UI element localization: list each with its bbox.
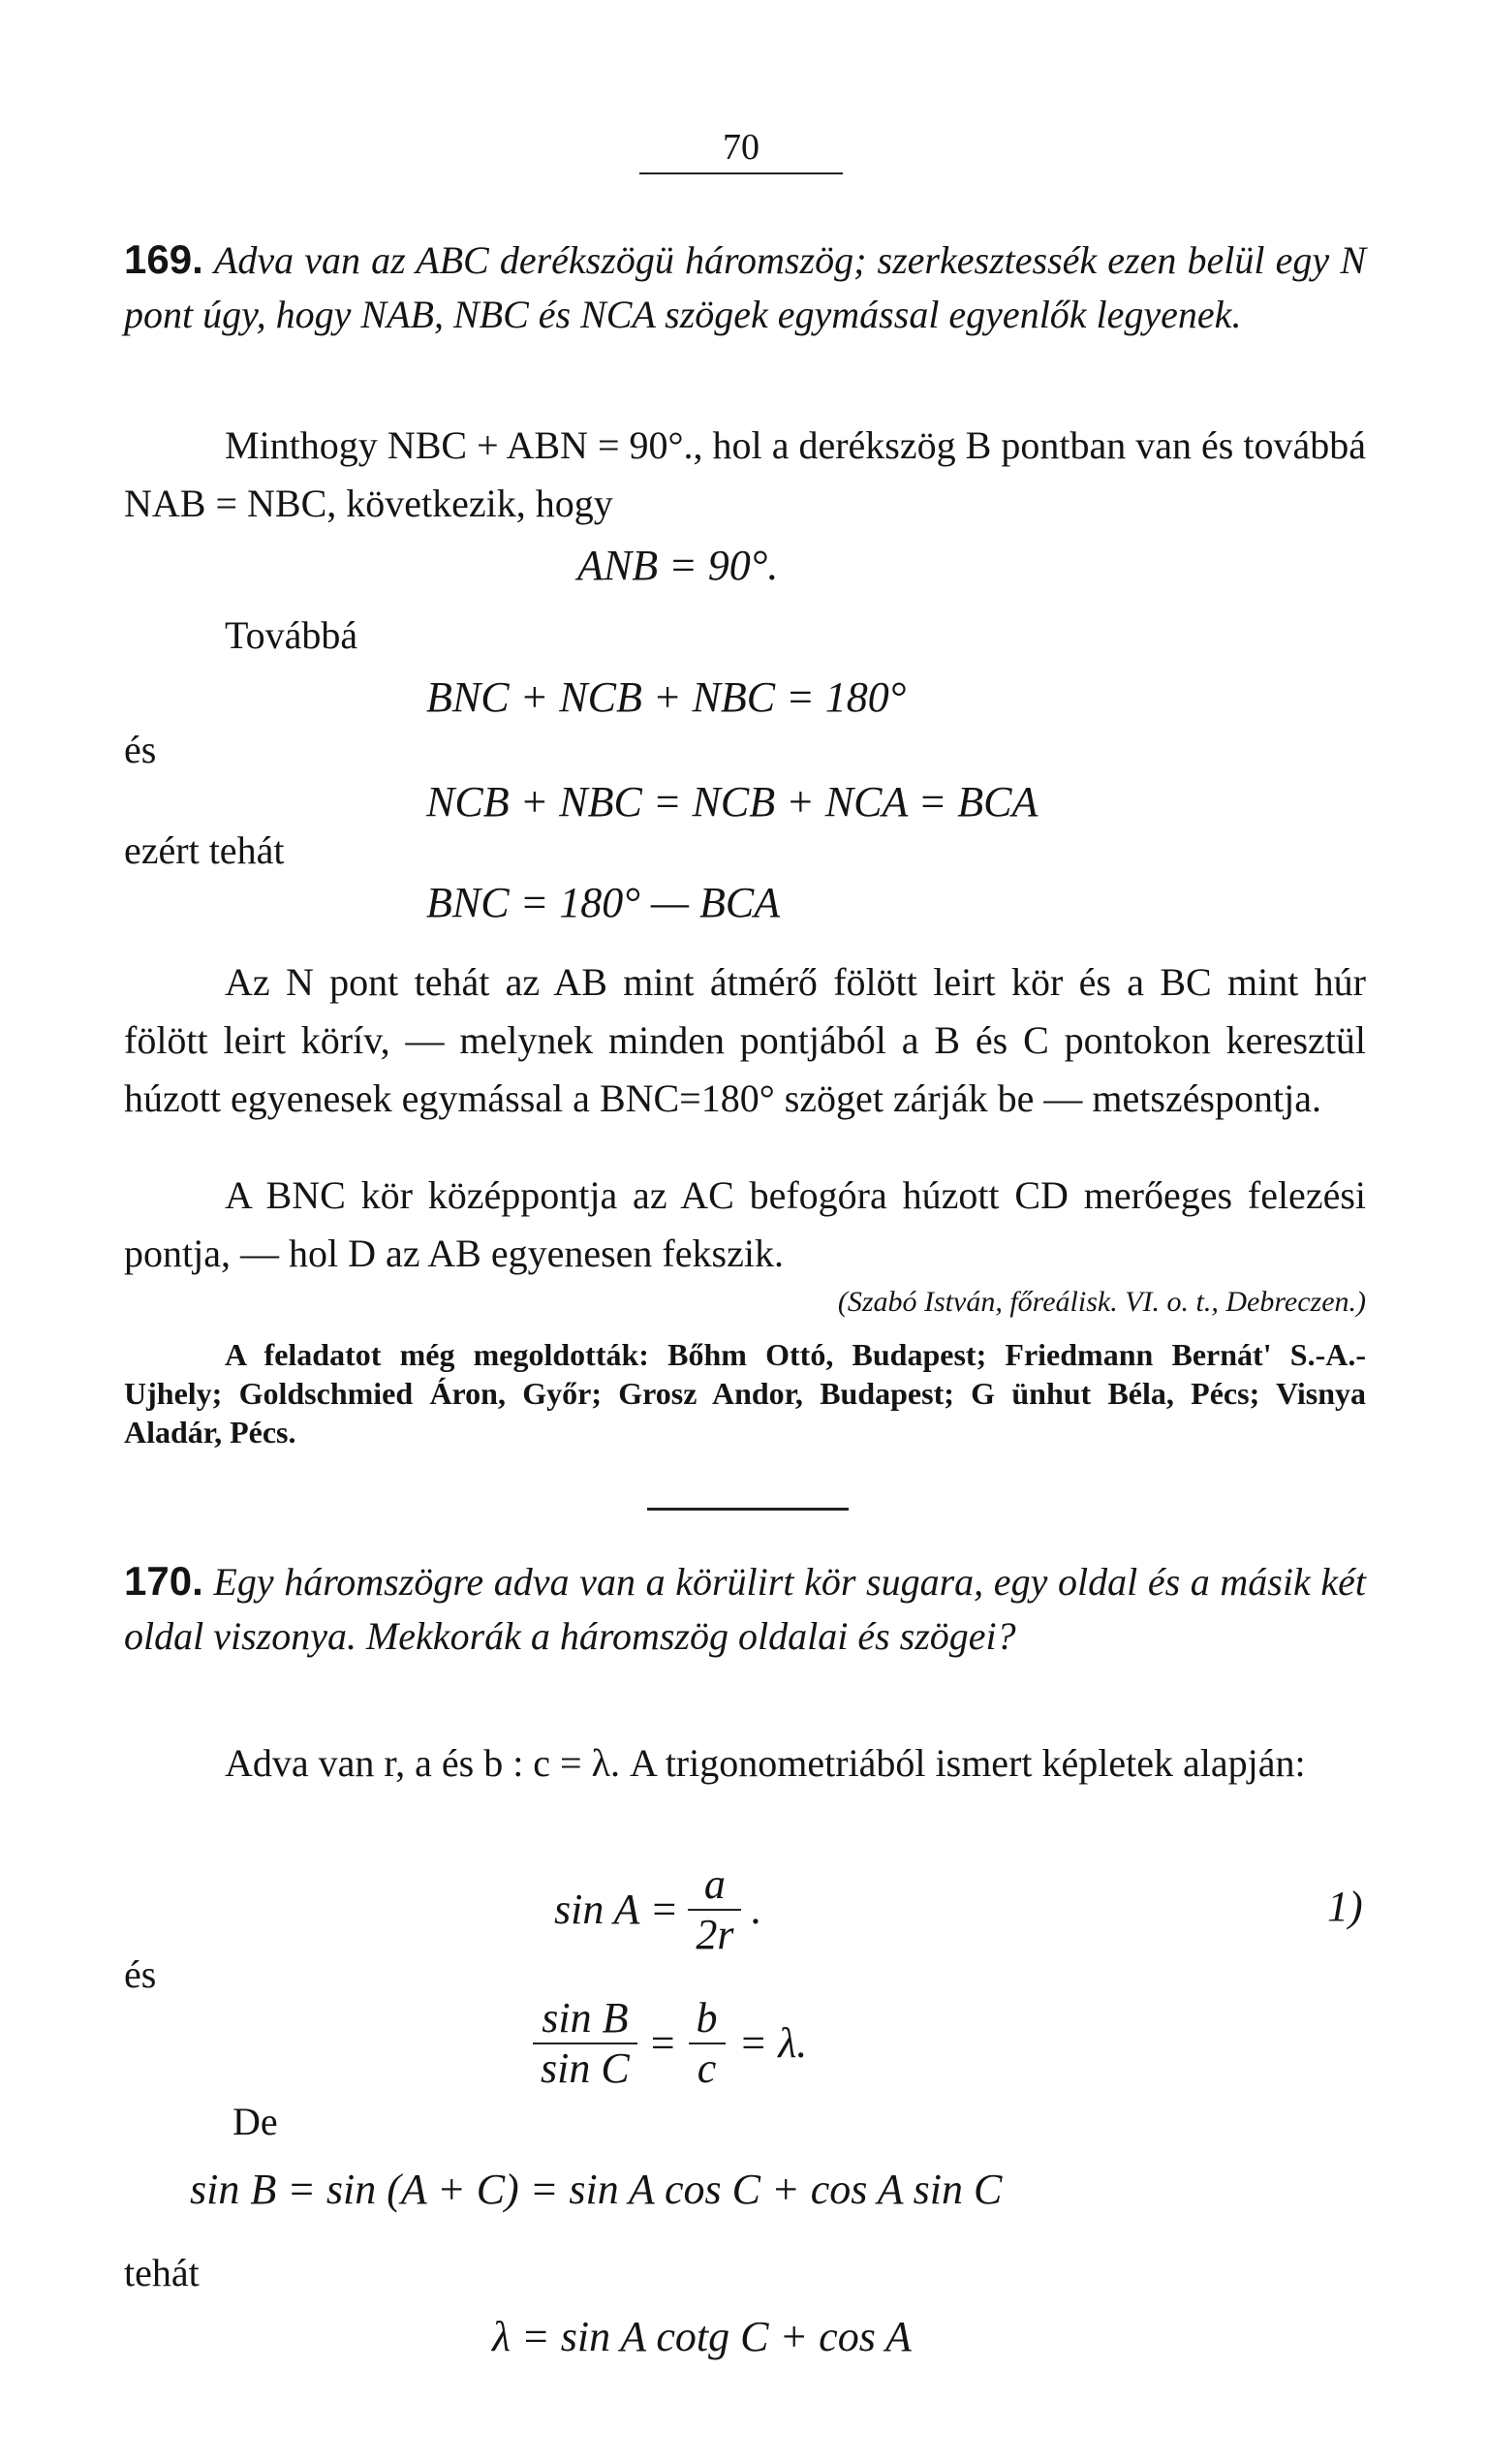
problem-169-paragraph-1: Minthogy NBC + ABN = 90°., hol a derékszög B pontban van és továbbá NAB = NBC, következik, hogy	[124, 423, 1366, 525]
problem-169-text: Adva van az ABC derékszögü háromszög; szerkesztessék ezen belül egy N pont úgy, hogy NAB, NBC és NCA szögek egymással egyenlők legyenek.	[124, 238, 1366, 336]
label-es-1: és	[124, 728, 157, 771]
problem-170-text: Egy háromszögre adva van a körülirt kör sugara, egy oldal és a másik két oldal viszonya. Mekkorák a háromszög oldalai és szögei?	[124, 1560, 1366, 1658]
page-number: 70	[639, 128, 843, 174]
equation-bnc-sum: BNC + NCB + NBC = 180°	[426, 673, 907, 721]
problem-169-number: 169.	[124, 236, 203, 282]
problem-169-paragraph-3: A BNC kör középpontja az AC befogóra húzott CD merőeges felezési pontja, — hol D az AB egyenesen fekszik.	[124, 1173, 1366, 1275]
fraction-b-numerator: b	[689, 1994, 726, 2044]
problem-170-statement	[124, 1554, 1366, 1664]
problem-169-statement	[124, 233, 1366, 342]
label-tovabba: Továbbá	[225, 613, 358, 657]
equation-sin-ratio-equals: =	[650, 2019, 675, 2067]
equation-sin-a	[554, 1860, 761, 1959]
equation-sin-a-dot: .	[751, 1886, 762, 1933]
equation-1-label: 1)	[1327, 1883, 1363, 1930]
fraction-b-over-c	[689, 1994, 726, 2093]
fraction-c-denominator: c	[697, 2044, 717, 2092]
label-es-2: és	[124, 1952, 157, 1996]
problem-169-paragraph-2: Az N pont tehát az AB mint átmérő fölött leirt kör és a BC mint húr fölött leirt körív, — melynek minden pontjából a B és C pontokon keresztül húzott egyenesek egymással a BNC=180° szöget zárják be — metszéspontja.	[124, 960, 1366, 1120]
problem-169-source: (Szabó István, főreálisk. VI. o. t., Debreczen.)	[837, 1286, 1366, 1318]
equation-lambda: λ = sin A cotg C + cos A	[492, 2313, 912, 2360]
label-tehat: tehát	[124, 2251, 200, 2294]
fraction-sinb-sinc	[533, 1994, 637, 2093]
equation-sin-ratio	[533, 1994, 807, 2093]
fraction-sinb-numerator: sin B	[533, 1994, 637, 2044]
problem-170-number: 170.	[124, 1558, 203, 1604]
equation-bnc-result: BNC = 180° — BCA	[426, 879, 781, 926]
problem-169-solvers: A feladatot még megoldották: Bőhm Ottó, Budapest; Friedmann Bernát' S.-A.-Ujhely; Goldschmied Áron, Győr; Grosz Andor, Budapest; G ünhut Béla, Pécs; Visnya Aladár, Pécs.	[124, 1337, 1366, 1450]
fraction-2r-denominator: 2r	[696, 1911, 734, 1958]
fraction-sinc-denominator: sin C	[541, 2044, 630, 2092]
equation-anb: ANB = 90°.	[577, 542, 779, 589]
equation-sin-ratio-lambda: = λ.	[738, 2019, 808, 2067]
equation-ncb-sum: NCB + NBC = NCB + NCA = BCA	[426, 778, 1038, 826]
label-de: De	[232, 2100, 278, 2143]
fraction-a-over-2r	[688, 1860, 741, 1959]
equation-sin-a-left: sin A =	[554, 1886, 679, 1933]
problem-170-paragraph-1: Adva van r, a és b : c = λ. A trigonometriából ismert képletek alapján:	[225, 1741, 1306, 1785]
label-ezert-tehat: ezért tehát	[124, 828, 285, 872]
fraction-a-numerator: a	[688, 1860, 741, 1911]
section-divider	[647, 1508, 849, 1511]
equation-sin-b-expansion: sin B = sin (A + C) = sin A cos C + cos A sin C	[190, 2166, 1003, 2213]
